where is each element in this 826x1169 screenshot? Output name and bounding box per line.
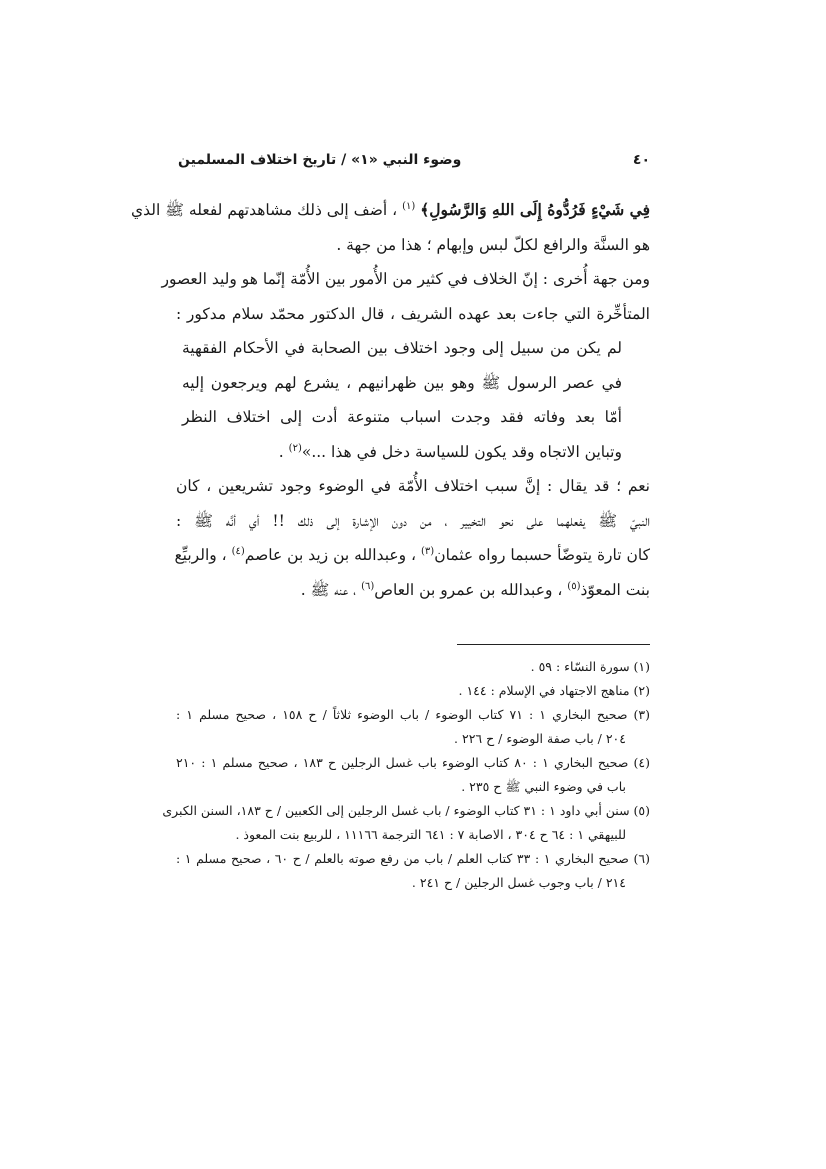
quran-verse: فِي شَيْءٍ فَرُدُّوهُ إِلَى اللهِ وَالرَّسُولِ﴾ (420, 200, 650, 219)
footnote-2: (٢) مناهج الاجتهاد في الإسلام : ١٤٤ . (458, 683, 650, 698)
text-line-9: نعم ؛ قد يقال : إنَّ سبب اختلاف الأُمّة في الوضوء وجود تشريعين ، كان (176, 477, 650, 495)
text-line-1: فِي شَيْءٍ فَرُدُّوهُ إِلَى اللهِ وَالرَّسُولِ﴾ $^{(١)}$ ، أضف إلى ذلك مشاهدتهم لفعله ﷺ الذي (131, 200, 650, 219)
main-text (131, 193, 650, 607)
footnote-ref: (١) (402, 200, 416, 212)
text-line-4: المتأخِّرة التي جاءت بعد عهده الشريف ، قال الدكتور محمّد سلام مدكور : (176, 304, 650, 323)
footnote-5: (٥) سنن أبي داود ١ : ٣١ كتاب الوضوء / باب غسل الرجلين إلى الكعبين / ح ١٨٣، السنن الكبرى للبيهقي ١ : ٦٤ ح ٣٠٤ ، الاصابة ٧ : ٦٤١ الترجمة ١١١٦٦ ، للربيع بنت المعوذ . (162, 803, 650, 842)
page-number: ٤٠ (632, 152, 650, 168)
text-line-12: بنت المعوّذ$^{(٥)}$ ، وعبدالله بن عمرو بن العاص$^{(٦)}$ ، عنه ﷺ . (300, 580, 650, 599)
footnote-ref: (٣) (421, 545, 435, 557)
footnote-1: (١) سورة النسّاء : ٥٩ . (530, 659, 650, 674)
footnote-ref: (٥) (567, 580, 581, 592)
footnote-ref: (٦) (361, 580, 375, 592)
footnote-separator (457, 644, 650, 645)
text-line-10: النبيّ ﷺ يفعلهما على نحو التخيير ، من دون الإشارة إلى ذلك !! أي أنَّه ﷺ : (176, 511, 650, 530)
footnote-4: (٤) صحيح البخاري ١ : ٨٠ كتاب الوضوء باب غسل الرجلين ح ١٨٣ ، صحيح مسلم ١ : ٢١٠ باب في وضوء النبي ﷺ ح ٢٣٥ . (176, 755, 650, 794)
text-line-2: هو السنَّة والرافع لكلّ لبس وإبهام ؛ هذا من جهة . (336, 235, 650, 254)
block-quote (176, 331, 650, 469)
quote-line-1: لم يكن من سبيل إلى وجود اختلاف بين الصحابة في الأحكام الفقهية (182, 339, 622, 357)
quote-line-4: وتباين الاتجاه وقد يكون للسياسة دخل في هذا ...»$^{(٢)}$ . (278, 442, 622, 461)
text-line-11: كان تارة يتوضّأ حسبما رواه عثمان$^{(٣)}$ ، وعبدالله بن زيد بن عاصم$^{(٤)}$ ، والربيِّع (174, 545, 650, 564)
quote-line-3: أمّا بعد وفاته فقد وجدت اسباب متنوعة أدت إلى اختلاف النظر (182, 408, 622, 426)
footnote-3: (٣) صحيح البخاري ١ : ٧١ كتاب الوضوء / باب الوضوء ثلاثاً / ح ١٥٨ ، صحيح مسلم ١ : ٢٠٤ / باب صفة الوضوء / ح ٢٢٦ . (176, 707, 651, 746)
running-title: وضوء النبي «١» / تاريخ اختلاف المسلمين (178, 152, 462, 168)
footnote-ref: (٤) (231, 545, 245, 557)
text-line-3: ومن جهة أُخرى : إنّ الخلاف في كثير من الأُمور بين الأُمّة إنّما هو وليد العصور (161, 270, 650, 288)
footnotes (162, 655, 651, 895)
footnote-ref: (٢) (288, 442, 302, 454)
quote-line-2: في عصر الرسول ﷺ وهو بين ظهرانيهم ، يشرع لهم ويرجعون إليه (182, 373, 622, 392)
running-header (178, 152, 650, 178)
footnote-6: (٦) صحيح البخاري ١ : ٣٣ كتاب العلم / باب من رفع صوته بالعلم / ح ٦٠ ، صحيح مسلم ١ : ٢١٤ / باب وجوب غسل الرجلين / ح ٢٤١ . (176, 851, 650, 890)
